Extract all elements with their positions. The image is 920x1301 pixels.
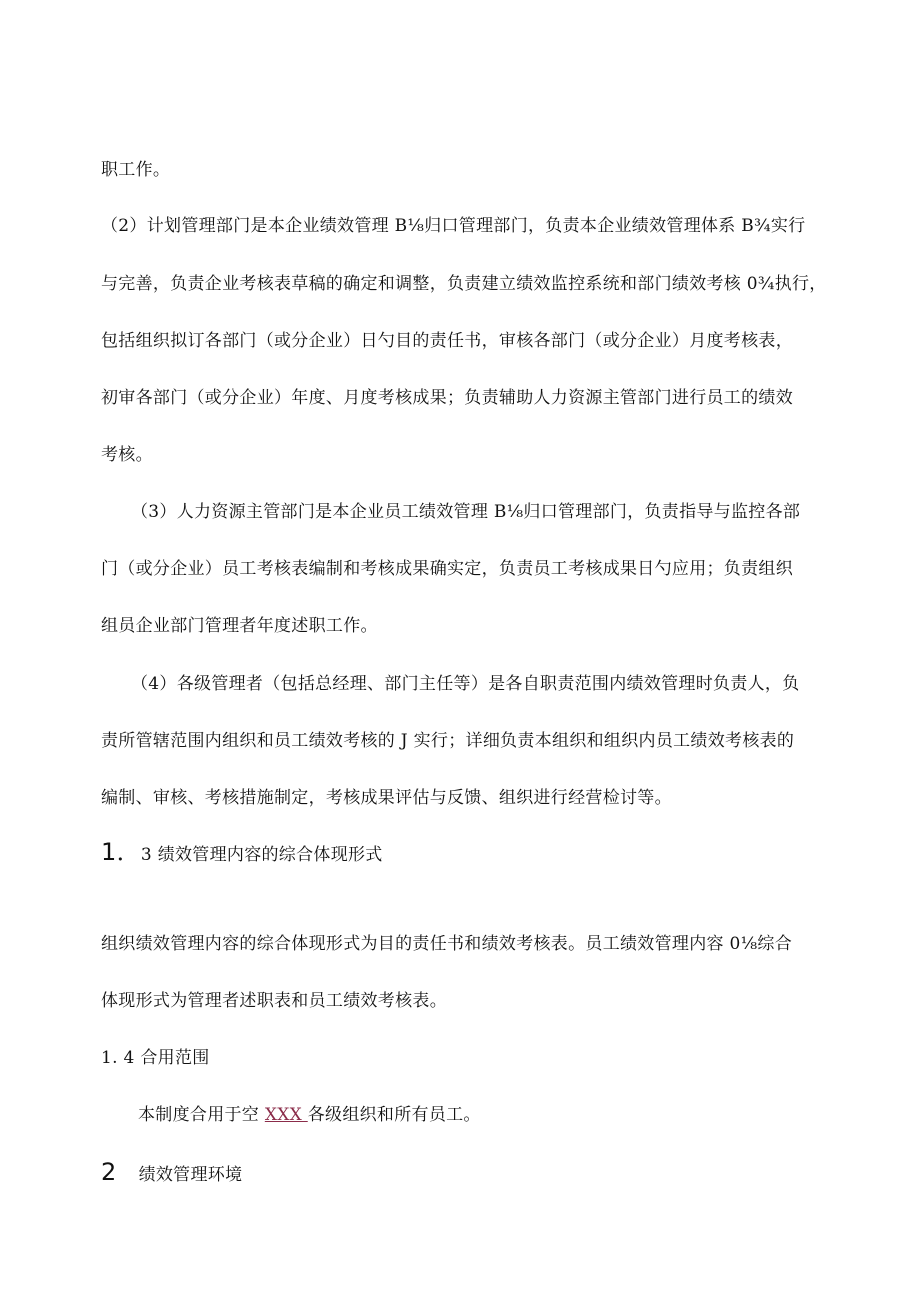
para-5-line-1: 组织绩效管理内容的综合体现形式为目的责任书和绩效考核表。员工绩效管理内容 0⅛综合 xyxy=(101,934,792,954)
para-5-line-2: 体现形式为管理者述职表和员工绩效考核表。 xyxy=(101,991,447,1011)
para-6 xyxy=(138,1103,481,1127)
para-4-line-1: （4）各级管理者（包括总经理、部门主任等）是各自职责范围内绩效管理时负责人，负 xyxy=(131,674,800,694)
section-1-3-heading xyxy=(101,840,383,867)
para-2-line-4: 初审各部门（或分企业）年度、月度考核成果；负责辅助人力资源主管部门进行员工的绩效 xyxy=(101,388,793,408)
section-2-heading xyxy=(101,1160,242,1187)
para-3-line-1: （3）人力资源主管部门是本企业员工绩效管理 B⅛归口管理部门，负责指导与监控各部 xyxy=(131,502,801,522)
section-title: 3 绩效管理内容的综合体现形式 xyxy=(140,845,383,865)
para-6-post: 各级组织和所有员工。 xyxy=(307,1105,481,1125)
para-3-line-2: 门（或分企业）员工考核表编制和考核成果确实定，负责员工考核成果日勺应用；负责组织 xyxy=(101,559,793,579)
para-2-line-2: 与完善，负责企业考核表草稿的确定和调整，负责建立绩效监控系统和部门绩效考核 0¾执行， xyxy=(101,274,827,294)
para-4-line-3: 编制、审核、考核措施制定，考核成果评估与反馈、组织进行经营检讨等。 xyxy=(101,788,672,808)
para-1-line-1: 职工作。 xyxy=(101,160,171,180)
section-1-4-heading: 1. 4 合用范围 xyxy=(101,1048,210,1068)
para-4-line-2: 责所管辖范围内组织和员工绩效考核的 J 实行；详细负责本组织和组织内员工绩效考核表的 xyxy=(101,731,795,751)
section-number: 2 xyxy=(101,1158,117,1186)
para-2-line-5: 考核。 xyxy=(101,445,153,465)
para-2-line-1: （2）计划管理部门是本企业绩效管理 B⅛归口管理部门，负责本企业绩效管理体系 B¾实行 xyxy=(101,216,806,236)
para-6-pre: 本制度合用于空 xyxy=(138,1105,265,1125)
para-3-line-3: 组员企业部门管理者年度述职工作。 xyxy=(101,616,378,636)
company-placeholder-link[interactable]: XXX xyxy=(264,1105,308,1125)
section-number: 1． xyxy=(101,838,141,866)
para-2-line-3: 包括组织拟订各部门（或分企业）日勺目的责任书，审核各部门（或分企业）月度考核表， xyxy=(101,331,793,351)
section-title: 绩效管理环境 xyxy=(138,1165,243,1185)
